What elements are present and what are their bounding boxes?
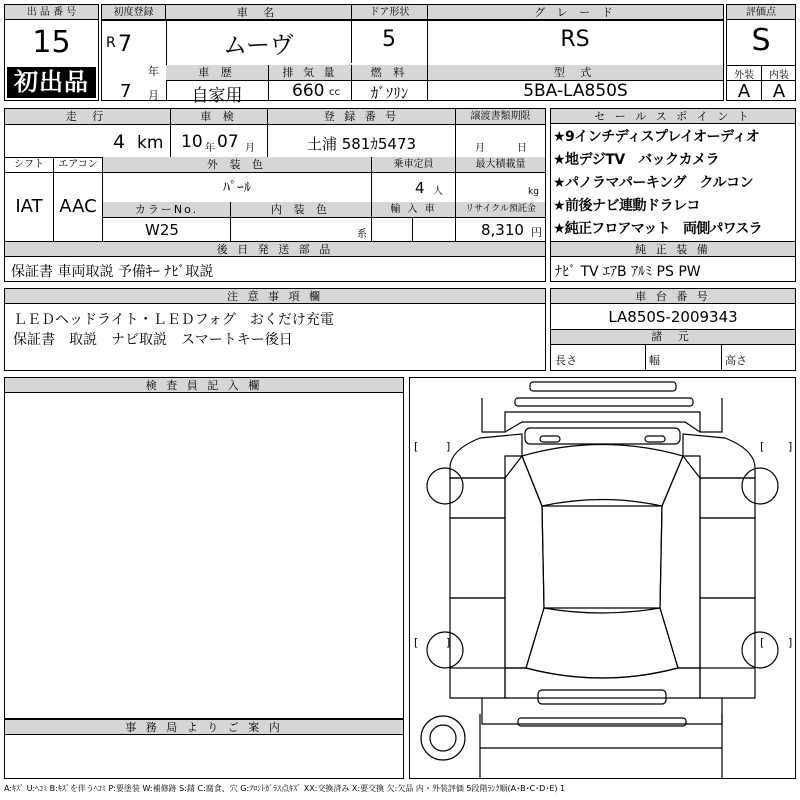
capacity-value: 4 <box>415 179 425 197</box>
displacement-label: 排 気 量 <box>269 65 351 80</box>
first-reg-era: R <box>106 35 116 51</box>
sales-point-item: ★純正フロアマット 両側パワスラ <box>553 221 762 237</box>
exterior-label: 外装 <box>734 70 754 81</box>
diagram-bracket-left-bottom: [ <box>414 636 419 649</box>
mileage-value: 4 <box>113 131 126 153</box>
shift-label: シフト <box>14 159 44 170</box>
sales-points-box <box>550 108 796 242</box>
interior-value: A <box>772 81 786 102</box>
recycle-value: 8,310 <box>481 221 524 239</box>
int-color-suffix: 系 <box>357 229 367 240</box>
chassis-value: LA850S-2009343 <box>608 308 738 326</box>
diagram-bracket-right-bottom: [ <box>760 636 765 649</box>
sales-point-item: ★パノラマパーキング クルコン <box>553 175 754 191</box>
transfer-day-unit: 日 <box>517 143 527 154</box>
later-items-value: 保証書 車両取説 予備ｷｰ ﾅﾋﾞ取説 <box>11 264 214 280</box>
equipment-box <box>550 241 796 282</box>
import-label: 輸 入 車 <box>372 202 455 217</box>
color-no-value: W25 <box>145 221 179 239</box>
plate-value: 土浦 581ｶ5473 <box>306 135 417 153</box>
aircon-label: エアコン <box>58 159 98 170</box>
diagram-bracket-left-top: [ <box>414 440 419 453</box>
plate-label: 登 録 番 号 <box>268 109 455 124</box>
details-box <box>4 108 546 242</box>
interior-label: 内装 <box>769 70 789 81</box>
max-load-unit: kg <box>528 187 539 197</box>
svg-text:]: ] <box>446 440 451 453</box>
sales-point-item: ★地デジTV バックカメラ <box>553 152 720 168</box>
fuel-label: 燃 料 <box>352 65 427 80</box>
first-reg-label: 初度登録 <box>102 5 166 20</box>
svg-text:]: ] <box>788 440 793 453</box>
history-label: 車 歴 <box>166 65 268 80</box>
dimension-length-label: 長さ <box>555 354 577 367</box>
sales-point-item: ★9インチディスプレイオーディオ <box>553 129 760 145</box>
car-name-value: ムーヴ <box>223 31 294 59</box>
mileage-unit: km <box>137 133 164 153</box>
chassis-label: 車 台 番 号 <box>551 289 795 304</box>
aircon-value: AAC <box>59 196 97 217</box>
later-items-box <box>4 241 546 282</box>
inspection-year-unit: 年 <box>205 143 215 154</box>
ext-color-label: 外 装 色 <box>103 157 371 172</box>
notes-box <box>4 288 546 371</box>
damage-legend: A:ｷｽﾞ U:ﾍｺﾐ B:ｷｽﾞを伴うﾍｺﾐ P:要塗装 W:補修跡 S:錆 C:腐食、穴 G:ﾌﾛﾝﾄｶﾞﾗｽ点ｷｽﾞ XX:交換済み X:要交換 欠:欠品 内・外装評価 5段階ﾗﾝｸ順(A･B･C･D･E) 1 <box>4 784 566 793</box>
equipment-value: ﾅﾋﾞ TV ｴｱB ｱﾙﾐ PS PW <box>555 264 701 280</box>
history-value: 自家用 <box>191 86 243 106</box>
door-label: ドア形状 <box>351 5 427 20</box>
mileage-label: 走 行 <box>5 109 170 124</box>
later-items-label: 後 日 発 送 部 品 <box>5 242 545 257</box>
car-damage-diagram <box>410 378 795 778</box>
door-value: 5 <box>382 27 396 52</box>
lot-number-value: 15 <box>32 25 71 60</box>
inspection-year: 10 <box>181 132 203 152</box>
first-reg-year: 7 <box>118 32 132 57</box>
lot-number-label: 出 品 番 号 <box>5 5 98 20</box>
inspector-box <box>4 377 404 719</box>
model-value: 5BA-LA850S <box>523 81 628 101</box>
inspection-label: 車 検 <box>171 109 267 124</box>
shift-value: IAT <box>15 196 43 217</box>
recycle-unit: 円 <box>531 226 542 239</box>
capacity-unit: 人 <box>433 186 443 197</box>
rating-box <box>726 4 796 101</box>
capacity-label: 乗車定員 <box>372 157 455 172</box>
first-listing-badge: 初出品 <box>7 67 96 98</box>
rating-label: 評価点 <box>727 5 795 20</box>
dimensions-label: 諸 元 <box>551 330 795 344</box>
max-load-label: 最大積載量 <box>456 157 545 172</box>
damage-diagram-box <box>409 377 796 779</box>
displacement-value: 660 <box>292 81 325 101</box>
svg-text:]: ] <box>446 636 451 649</box>
displacement-unit: cc <box>329 87 340 98</box>
notes-line: ＬＥＤヘッドライト・ＬＥＤフォグ おくだけ充電 <box>13 312 334 328</box>
color-no-label: カラーNo. <box>103 202 230 217</box>
first-reg-month-unit: 月 <box>148 89 159 102</box>
lot-number-box <box>4 4 99 101</box>
first-reg-month: 7 <box>120 81 132 102</box>
recycle-label: リサイクル預託金 <box>456 202 545 217</box>
first-reg-year-unit: 年 <box>148 65 159 78</box>
notes-label: 注 意 事 項 欄 <box>5 289 545 304</box>
vehicle-info-box <box>101 4 724 106</box>
exterior-value: A <box>737 81 751 102</box>
rating-value: S <box>751 23 771 58</box>
sales-point-item: ★前後ナビ連動ドラレコ <box>553 198 701 214</box>
sales-points-label: セ ー ル ス ポ イ ン ト <box>551 109 795 124</box>
transfer-month-unit: 月 <box>475 143 485 154</box>
chassis-box <box>550 288 796 371</box>
dimension-height-label: 高さ <box>725 354 747 367</box>
inspector-label: 検 査 員 記 入 欄 <box>5 378 403 393</box>
fuel-value: ｶﾞｿﾘﾝ <box>370 84 409 102</box>
inspection-month: 07 <box>217 132 239 152</box>
svg-text:]: ] <box>788 636 793 649</box>
car-name-label: 車 名 <box>166 5 351 20</box>
office-label: 事 務 局 よ り ご 案 内 <box>5 720 403 735</box>
model-label: 型 式 <box>428 65 723 80</box>
grade-label: グ レ ー ド <box>427 5 723 20</box>
transfer-label: 譲渡書類期限 <box>456 109 545 124</box>
inspection-month-unit: 月 <box>245 143 255 154</box>
office-box <box>4 719 404 779</box>
equipment-label: 純 正 装 備 <box>551 242 795 257</box>
int-color-label: 内 装 色 <box>231 202 371 217</box>
dimension-width-label: 幅 <box>649 354 660 367</box>
notes-line: 保証書 取説 ナビ取説 スマートキー後日 <box>13 332 293 348</box>
diagram-bracket-right-top: [ <box>760 440 765 453</box>
ext-color-value: ﾊﾟｰﾙ <box>223 180 251 196</box>
grade-value: RS <box>560 27 590 52</box>
